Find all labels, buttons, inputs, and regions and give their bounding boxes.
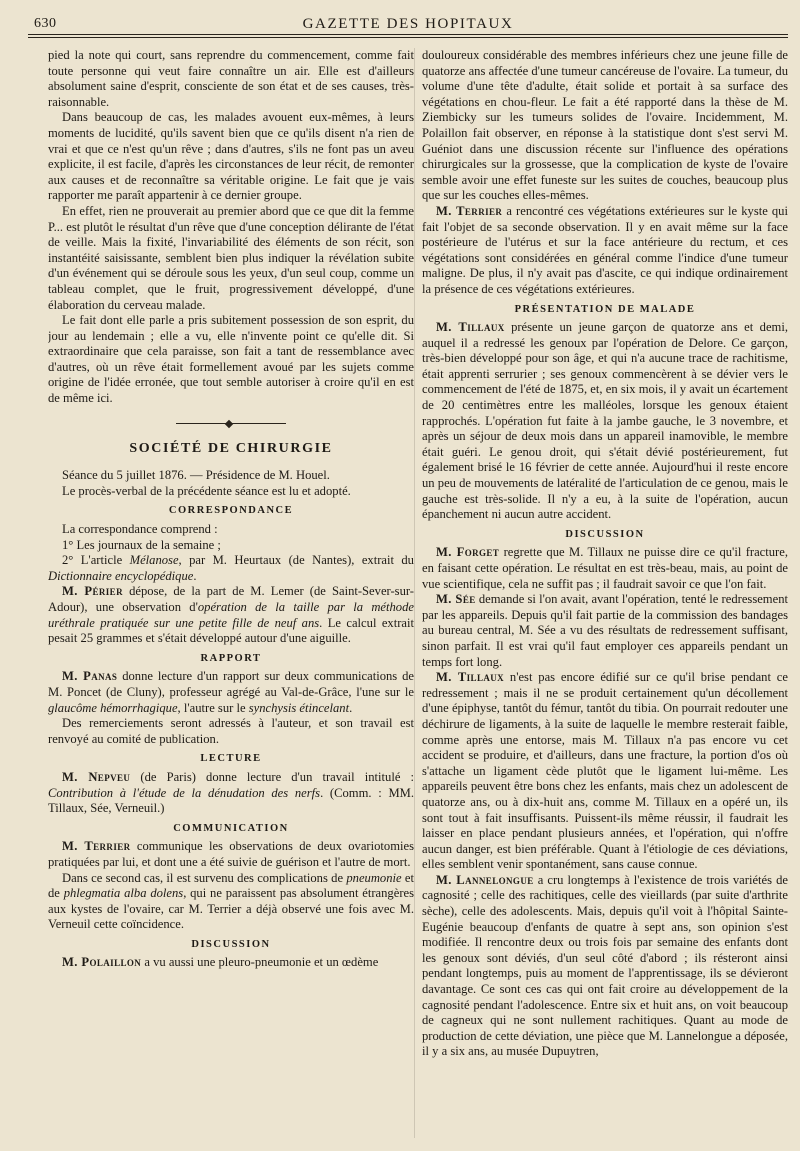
paragraph	[422, 592, 788, 670]
paragraph	[422, 873, 788, 1060]
paragraph: pied la note qui court, sans reprendre du commencement, comme fait toute personne qui veut faire connaître un air. Elle est d'ailleurs absolument saine d'esprit, consciente de son état et de ses causes, très-raisonnable.	[48, 48, 414, 109]
subheading-presentation: PRÉSENTATION DE MALADE	[514, 303, 696, 315]
seance-line: Séance du 5 juillet 1876. — Présidence de M. Houel.	[62, 468, 330, 483]
text: n'est pas encore édifié sur ce qu'il brise pendant ce redressement ; mais il ne se produit certainement qu'un décollement d'une épiphyse, tantôt du fémur, tantôt du tibia. On pourrait redouter une déchirure de ligaments, à la suite de laquelle le membre resterait faible, comme après une entorse, mais M. Tillaux n'a pas encore vu cet accident se produire, et d'ailleurs, dans une fracture, la portion d'os où s'attache un ligament cède plutôt que le ligament lui-même. Les appareils peuvent être bons chez les enfants, mais chez un adolescent de quatorze ans, ou à dix-huit ans, comme M. Tillaux en a opéré un, ils sont tout à fait insuffisants. Puissent-ils même réussir, il faudrait les laisser en place pendant plusieurs années, et l'opération, qui n'offre aucun danger, est bien préférable. Quant à l'étiologie de ces déviations, elles semblent venir spontanément, sans cause connue.	[422, 670, 788, 872]
italic-text: synchysis étincelant	[248, 700, 350, 715]
speaker-name: M. Terrier	[62, 839, 131, 854]
text: demande si l'on avait, avant l'opération, tenté le redressement par les appareils. Depuis qu'il fait partie de la commission des bandages au bureau central, M. Sée a vu des résultats de redressement suffisant, sinon parfait. Il est vrai qu'il faut employer ces appareils pendant un temps fort long.	[422, 592, 788, 669]
paragraph: 1° Les journaux de la semaine ;	[62, 537, 221, 552]
paragraph	[422, 670, 788, 873]
paragraph: La correspondance comprend :	[62, 522, 218, 537]
text: présente un jeune garçon de quatorze ans et demi, auquel il a redressé les genoux par l'opération de Delore. Ce garçon, très-bien développé pour son âge, et qui n'a aucune trace de rachitisme, était apprenti serrurier ; ses genoux commencèrent à se dévier vers le commencement de l'été de 1875, et, en six mois, il y avait un écartement de 20 centimètres entre les malléoles, lorsque les genoux étaient rapprochés. L'opération fut faite à la jambe gauche, le 3 novembre, et après un séjour de deux mois dans un appareil inamovible, le membre était guéri. Le genou droit, qui s'était dévié postérieurement, fut également brisé le 16 février de cette année. Aujourd'hui il reste encore un peu de mouvements de latéralité de l'articulation de ce genou, mais le gauche est très-solide. Il n'y a eu, à la suite de l'opération, aucun épanchement ni aucun autre accident.	[422, 320, 788, 522]
italic-text: Mélanose	[129, 553, 179, 568]
text: (de Paris) donne lecture d'un travail intitulé :	[130, 769, 414, 784]
speaker-name: M. Périer	[62, 584, 123, 599]
italic-text: Dictionnaire encyclopédique	[48, 568, 194, 583]
paragraph	[422, 545, 788, 592]
journal-title: GAZETTE DES HOPITAUX	[302, 16, 514, 32]
section-title: SOCIÉTÉ DE CHIRURGIE	[129, 440, 333, 456]
italic-text: pneumonie	[346, 870, 402, 885]
paragraph: Dans beaucoup de cas, les malades avouent eux-mêmes, à leurs moments de lucidité, qu'ils savent bien que ce qu'ils disent n'a rien de vrai et que ce n'est qu'un rêve ; dans d'autres, s'ils ne font pas un aveu explicite, il est facile, d'après les circonstances de leur récit, de remonter aux causes et de reconnaître sa véritable origine. Le fait que je vais rapporter me paraît appartenir à ce dernier groupe.	[48, 110, 414, 203]
speaker-name: M. Terrier	[436, 203, 503, 218]
text: regrette que M. Tillaux ne puisse dire ce qu'il fracture, en faisant cette opération. Le résultat en est très-beau, mais, au point de vue scientifique, cela ne suffit pas ; il faudrait savoir ce que l'on fait.	[422, 545, 788, 591]
column-gutter	[414, 48, 415, 1138]
subheading-correspondance: CORRESPONDANCE	[168, 505, 294, 517]
text: , qui ne paraissent pas absolument étrangères aux kystes de l'ovaire, car M. Terrier a déjà observé une fois avec M. Verneuil cette coïncidence.	[48, 886, 414, 932]
paragraph: douloureux considérable des membres inférieurs chez une jeune fille de quatorze ans affectée d'une tumeur cancéreuse de l'ovaire. La tumeur, du volume d'une tête d'adulte, était solide et portait à sa surface des végétations en chou-fleur. Le fait a été rapporté dans la thèse de M. Ziembicky sur les tumeurs solides de l'ovaire. Incidemment, M. Polaillon fait observer, en réponse à la statistique dont s'est servi M. Guéniot dans une discussion récente sur l'influence des opérations chirurgicales sur la grossesse, que la complication de kyste de l'ovaire semble avoir une effet funeste sur les suites de couches, beaucoup plus que sur les couches elles-mêmes.	[422, 48, 788, 203]
text: . (Comm. : MM. Tillaux, Sée, Verneuil.)	[48, 785, 414, 816]
section-divider	[176, 421, 286, 427]
paragraph	[422, 320, 788, 523]
text: . Le calcul extrait pesait 25 grammes et s'était développé autour d'une aiguille.	[48, 615, 414, 646]
text: , par M. Heurtaux (de Nantes), extrait du	[178, 553, 414, 568]
right-column	[422, 48, 788, 1138]
paragraph	[48, 955, 414, 971]
speaker-name: M. Forget	[436, 545, 500, 560]
paragraph: Le fait dont elle parle a pris subitement possession de son esprit, du jour au lendemain ; elle a vu, elle n'invente point ce qu'elle dit. Si extraordinaire que cela paraisse, son fait a tant de ressemblance avec d'autres, où un rêve était formellement avoué par les sujets comme origine de l'idée erronée, que tout semble autoriser à croire qu'il en est de même ici.	[48, 313, 414, 406]
text: .	[349, 700, 353, 715]
speaker-name: M. Tillaux	[436, 320, 505, 335]
paragraph	[48, 553, 414, 584]
text: .	[193, 568, 197, 583]
paragraph	[48, 584, 414, 646]
speaker-name: M. Panas	[62, 669, 118, 684]
page-number: 630	[34, 16, 57, 31]
subheading-lecture: LECTURE	[200, 753, 262, 765]
paragraph	[48, 770, 414, 817]
speaker-name: M. Nepveu	[62, 769, 131, 784]
subheading-rapport: RAPPORT	[200, 652, 262, 664]
speaker-name: M. Lannelongue	[436, 872, 534, 887]
header-rule	[28, 34, 788, 35]
header-rule-thin	[28, 37, 788, 38]
subheading-communication: COMMUNICATION	[173, 822, 289, 834]
proces-verbal: Le procès-verbal de la précédente séance est lu et adopté.	[62, 483, 351, 498]
paragraph	[422, 204, 788, 298]
italic-text: phlegmatia alba dolens	[63, 886, 184, 901]
text: Dans ce second cas, il est survenu des complications de	[62, 870, 347, 885]
text: , l'autre sur le	[177, 700, 249, 715]
paragraph: Des remerciements seront adressés à l'auteur, et son travail est renvoyé au comité de publication.	[48, 716, 414, 746]
text: 2° L'article	[62, 553, 130, 568]
text: communique les observations de deux ovariotomies pratiquées par lui, et dont une a été suivie de guérison et l'autre de mort.	[48, 839, 414, 869]
text: a cru longtemps à l'existence de trois variétés de cagnosité ; celle des rachitiques, celle des vieillards (par suite d'arthrite sèche), celle des adolescents. Mais, depuis qu'il voit à l'hôpital Sainte-Eugénie beaucoup d'enfants de quatre à sept ans, son opinion s'est modifiée. Il rencontre deux ou trois fois par semaine des enfants dont les genoux sont déviés, d'un seul côté d'abord ; ils résteront ainsi pendant longtemps, puis au moment de l'apprentissage, ils se dévieront davantage. Ce sont ces cas qui ont fait croire au développement de la cagnosité pendant l'adolescence. Entre six et huit ans, on voit beaucoup de cagneux qui ne sont nullement rachitiques. Quant au mode de production de cette déviation, une pièce que M. Lannelongue a déposée, il y a six ans, au musée Dupuytren,	[422, 872, 788, 1059]
italic-text: opération de la taille par la méthode uréthrale pratiquée sur une petite fille de neuf ans	[48, 600, 414, 630]
text: et de	[48, 870, 414, 901]
left-column	[48, 48, 414, 1138]
italic-text: glaucôme hémorrhagique	[48, 700, 178, 715]
subheading-discussion: DISCUSSION	[565, 528, 645, 540]
paragraph	[48, 669, 414, 716]
paragraph: En effet, rien ne prouverait au premier abord que ce que dit la femme P... est plutôt le résultat d'un rêve que d'une conception délirante de l'état de veille. Mais la fixité, l'invariabilité des éléments de son récit, son instantéité saisissante, semblent bien plus indiquer la révélation subite d'un événement qui se déroule sous les yeux, d'un seul coup, comme un tableau complet, que le fruit, progressivement développé, d'une élaboration du cerveau malade.	[48, 203, 414, 312]
paragraph	[48, 871, 414, 933]
text: donne lecture d'un rapport sur deux communications de M. Poncet (de Cluny), professeur agrégé au Val-de-Grâce, l'une sur le	[48, 669, 414, 699]
text: a vu aussi une pleuro-pneumonie et un œdème	[141, 955, 379, 970]
speaker-name: M. Sée	[436, 592, 476, 607]
text: a rencontré ces végétations extérieures sur le kyste qui fait l'objet de sa seconde observation. Il y en avait même sur la face postérieure de l'utérus et sur la face antérieure du rectum, et ces végétations sont considérées en général comme l'indice d'une tumeur maligne. De plus, il n'y avait pas d'ascite, ce qui indique ordinairement la présence de ces végétations extérieures.	[422, 203, 788, 296]
italic-text: Contribution à l'étude de la dénudation des nerfs	[48, 785, 321, 800]
text: dépose, de la part de M. Lemer (de Saint-Sever-sur-Adour), une observation d'	[48, 584, 414, 614]
speaker-name: M. Polaillon	[62, 955, 142, 970]
subheading-discussion: DISCUSSION	[191, 938, 271, 950]
paragraph	[48, 839, 414, 870]
speaker-name: M. Tillaux	[436, 670, 505, 685]
